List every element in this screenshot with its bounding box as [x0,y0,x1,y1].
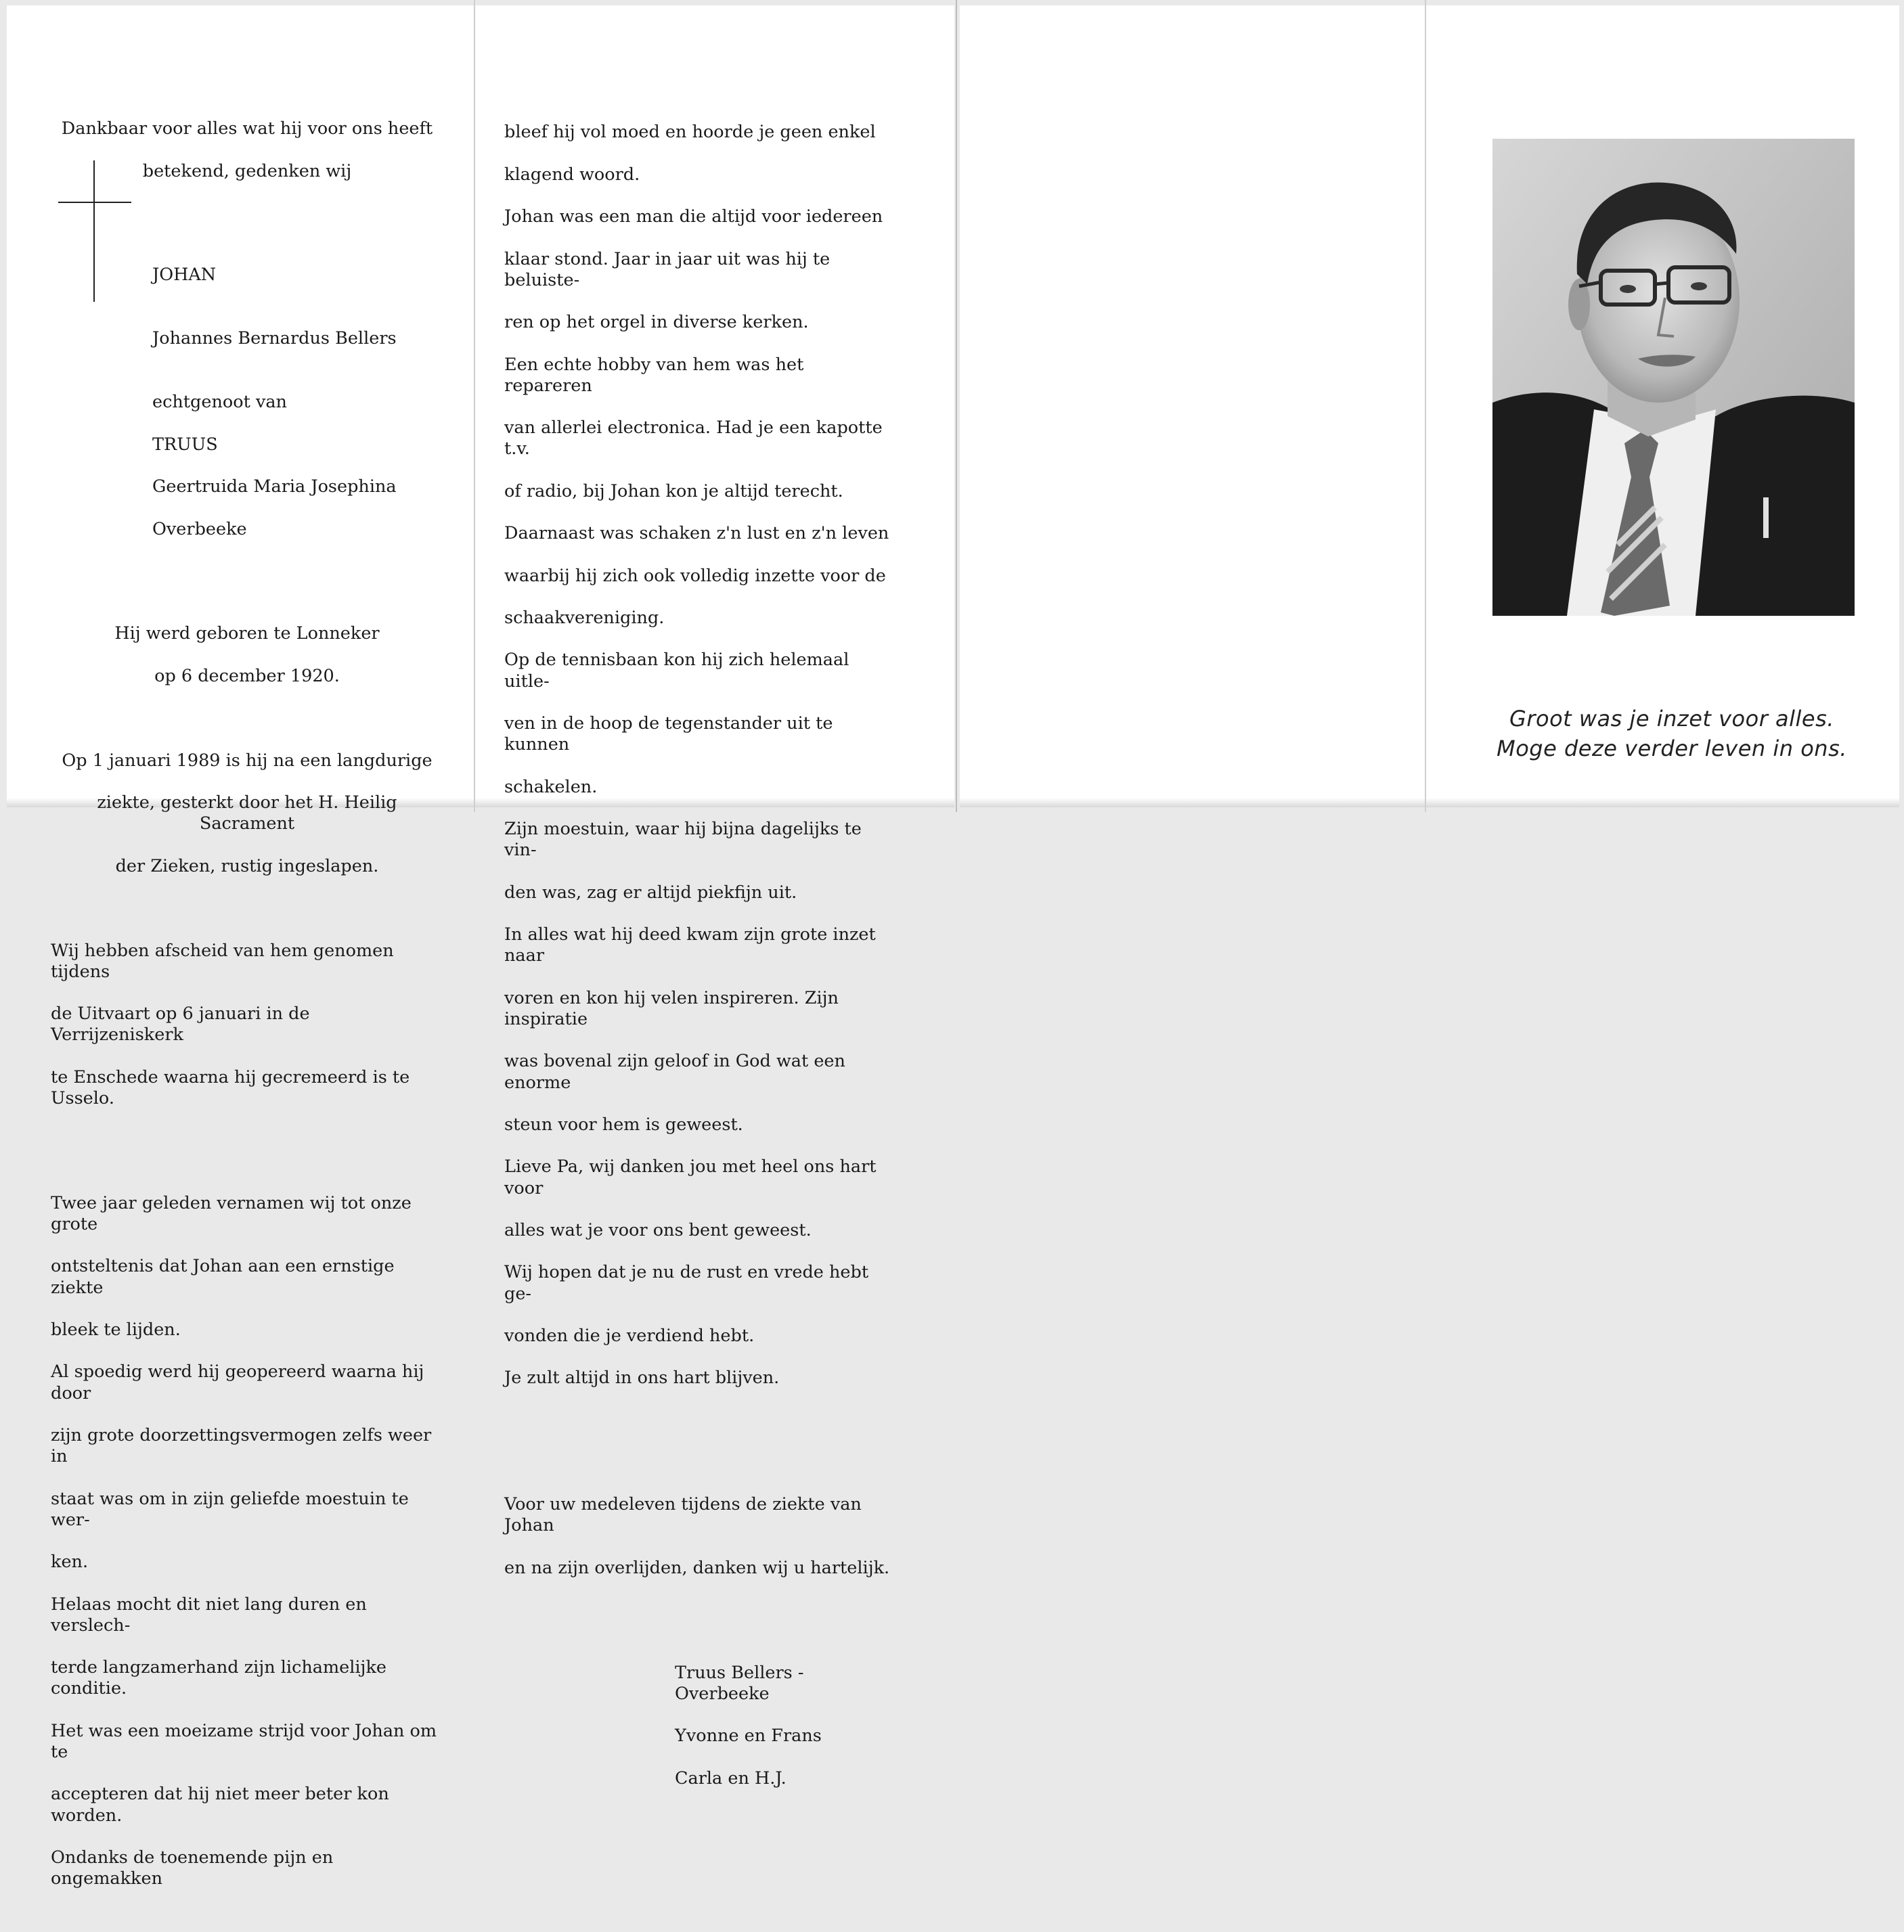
story-line: bleef hij vol moed en hoorde je geen enkel [504,122,876,143]
story-line: Je zult altijd in ons hart blijven. [504,1368,780,1389]
spouse-name: TRUUS [152,434,218,455]
death-line: Op 1 januari 1989 is hij na een langdurige [62,750,433,771]
story-line: vonden die je verdiend hebt. [504,1325,755,1346]
story-left [51,1172,443,1911]
farewell-line: te Enschede waarna hij gecremeerd is te Usselo. [51,1066,410,1108]
story-line: bleek te lijden. [51,1319,181,1340]
story-line: schakelen. [504,776,598,797]
verse-text [1462,704,1882,763]
story-line: In alles wat hij deed kwam zijn grote inzet naar [504,924,876,966]
portrait-image [1492,139,1855,616]
story-line: Zijn moestuin, waar hij bijna dagelijks te vin- [504,819,862,861]
story-line: Twee jaar geleden vernamen wij tot onze grote [51,1192,412,1234]
story-line: Een echte hobby van hem was het repareren [504,354,804,396]
story-right [504,101,897,1410]
portrait-photo [1492,139,1855,616]
farewell-text [51,919,443,1130]
birth-line: op 6 december 1920. [154,665,340,686]
left-column [51,76,443,1932]
paper-edge [960,798,1899,807]
story-line: ken. [51,1552,89,1573]
thanks-text [504,1473,897,1600]
story-line: klaar stond. Jaar in jaar uit was hij te beluiste- [504,248,831,290]
verse-line: Groot was je inzet voor alles. [1509,706,1834,732]
signature-block [675,1641,897,1810]
story-line: Op de tennisbaan kon hij zich helemaal uitle- [504,650,849,692]
story-line: terde langzamerhand zijn lichamelijke conditie. [51,1657,387,1699]
verse-line: Moge deze verder leven in ons. [1497,736,1847,761]
signature-line: Carla en H.J. [675,1768,787,1789]
story-line: klagend woord. [504,164,640,185]
spouse-full-name: Geertruida Maria Josephina [152,476,397,497]
story-line: den was, zag er altijd piekfijn uit. [504,882,797,903]
story-line: Daarnaast was schaken z'n lust en z'n leven [504,523,889,544]
story-line: Het was een moeizame strijd voor Johan om te [51,1720,437,1763]
intro-line: betekend, gedenken wij [142,160,352,181]
story-line: ven in de hoop de tegenstander uit te kunnen [504,713,833,755]
story-line: ren op het orgel in diverse kerken. [504,312,809,333]
story-line: accepteren dat hij niet meer beter kon worden. [51,1784,389,1826]
fold-line [1425,0,1426,812]
full-name: Johannes Bernardus Bellers [152,328,397,349]
story-line: Johan was een man die altijd voor iedereen [504,206,883,227]
signature-line: Truus Bellers - Overbeeke [675,1662,804,1704]
story-line: waarbij hij zich ook volledig inzette voor de [504,565,886,586]
thanks-line: en na zijn overlijden, danken wij u hartelijk. [504,1557,890,1578]
story-line: Wij hopen dat je nu de rust en vrede hebt ge- [504,1262,869,1304]
story-line: schaakvereniging. [504,608,665,629]
farewell-line: de Uitvaart op 6 januari in de Verrijzeniskerk [51,1004,310,1046]
spouse-surname: Overbeeke [152,518,247,539]
story-line: Ondanks de toenemende pijn en ongemakken [51,1847,334,1889]
story-line: zijn grote doorzettingsvermogen zelfs weer in [51,1424,432,1467]
story-line: was bovenal zijn geloof in God wat een enorme [504,1051,845,1093]
farewell-line: Wij hebben afscheid van hem genomen tijdens [51,940,394,982]
death-line: der Zieken, rustig ingeslapen. [115,855,379,876]
death-line: ziekte, gesterkt door het H. Heilig Sacrament [97,792,397,834]
intro-text [51,97,443,203]
intro-line: Dankbaar voor alles wat hij voor ons heeft [61,118,433,139]
story-line: voren en kon hij velen inspireren. Zijn inspiratie [504,987,839,1029]
story-line: steun voor hem is geweest. [504,1114,743,1135]
thanks-line: Voor uw medeleven tijdens de ziekte van Johan [504,1494,862,1536]
death-text [51,729,443,898]
birth-line: Hij werd geboren te Lonneker [114,623,380,644]
story-line: Al spoedig werd hij geopereerd waarna hij door [51,1362,424,1403]
birth-text [51,602,443,708]
fold-line [474,0,475,812]
spouse-label: echtgenoot van [152,392,287,413]
names-block [152,243,443,561]
story-line: of radio, bij Johan kon je altijd terecht. [504,480,843,501]
story-line: staat was om in zijn geliefde moestuin te wer- [51,1488,409,1530]
story-line: Lieve Pa, wij danken jou met heel ons hart voor [504,1156,877,1198]
story-line: Helaas mocht dit niet lang duren en verslech- [51,1594,367,1636]
middle-column [504,80,897,1831]
signature-line: Yvonne en Frans [675,1726,822,1747]
story-line: ontsteltenis dat Johan aan een ernstige ziekte [51,1256,395,1298]
first-name: JOHAN [152,264,217,285]
fold-line [956,0,957,812]
story-line: alles wat je voor ons bent geweest. [504,1219,812,1240]
story-line: van allerlei electronica. Had je een kapotte t.v. [504,418,883,459]
